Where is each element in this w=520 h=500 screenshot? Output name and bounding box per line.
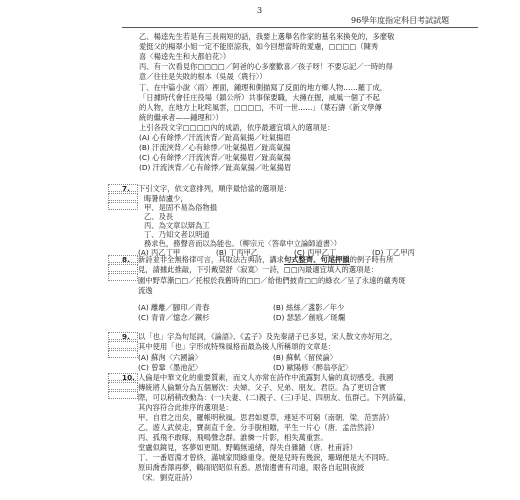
- q9-option: (C) 曾鞏〈墨池記〉: [138, 363, 203, 372]
- q7-passage-line: 乙、及長: [144, 212, 174, 221]
- question-7-stem: 下引文字，依文意排列，順序最恰當的選項是：: [138, 184, 292, 193]
- question-10-number: 10.: [122, 373, 135, 382]
- question-9-line2: 其中使用「也」字形成特殊風格而最為後人所稱頌的文章是：: [138, 342, 336, 351]
- q8-option: (C) 青青／憶念／鐵杉: [138, 313, 210, 322]
- question-6-continued: [139, 32, 479, 182]
- question-8-stem-end: 的例子時有所: [349, 255, 394, 264]
- q10-line: 堂盧似鏡見，客夢如更閒。野鶴無遠緒，得失自雜隨（唐．杜甫詩）: [138, 443, 357, 452]
- question-10: [122, 373, 482, 493]
- q6-line: 丙、有一次看見你□□□□／阿爸的心多麼歡喜／孩子呀！不要忘記／一時的得: [139, 62, 393, 72]
- q6-line: 喜〈楊逵先生和大都伯花〉）: [139, 52, 231, 62]
- q7-passage-line: 丙、為文章以辯為工: [144, 221, 210, 230]
- q10-line: 傳統將人倫類分為五個層次：夫婦、父子、兄弟、朋友、君臣。為了更切合實: [138, 383, 387, 392]
- q10-line: 乙、遊人武侯走，寶刹直千金。分手脫相贈，平生一片心（唐．孟浩然詩）: [138, 423, 379, 432]
- q7-option: (B) 丁丙甲乙: [216, 248, 259, 257]
- q6-line: 「日據時代會任庄役場（鎮公所）共事保要職，大擁在握，威風一個了不起: [139, 92, 380, 102]
- q9-option: (B) 蘇軾〈留侯論〉: [273, 353, 338, 362]
- question-9-stem: 以「也」字為句尾詞，《論語》、《孟子》及先秦諸子已多見，宋人散文亦好用之，: [138, 332, 398, 341]
- q8-option: (D) 瑟瑟／創痕／斑爛: [273, 313, 346, 322]
- q7-option: (A) 丙乙丁甲: [138, 248, 181, 257]
- q7-passage-line: 務求色，務聲音而以為能也。（柳宗元〈答韋中立論師道書〉）: [144, 239, 342, 248]
- q7-option: (C) 丙甲乙丁: [294, 248, 337, 257]
- question-8: [122, 255, 482, 330]
- question-8-line2: 見，請據此推敲，下引戴望舒〈寂寞〉一詩，□□內最適宜填入的選項是：: [138, 265, 378, 274]
- q10-line: 丁、一番眉淵才曾終，滿城家問綠重身。便是兒時有幾淚，珊瑚便是大不同時。: [138, 453, 394, 462]
- q7-passage-line: 晦暑結盧少，: [144, 194, 188, 203]
- q6-line: (D) 汗流浹背／心有餘悸／趾高氣揚／吐氣揚眉: [139, 163, 292, 173]
- q9-option: (D) 歐陽修〈醉翁亭記〉: [273, 363, 353, 372]
- q10-line: 原田喬香澤再夢，鶴雨昭昭似有悉。恩情遺書有司遠，眼各自起則夜綬: [138, 463, 365, 472]
- q6-line: 上引各段文字□□□□內的成語，依序最適宜填入的選項是：: [139, 122, 335, 132]
- q7-passage-line: 甲、是固不易為俗物損: [144, 203, 217, 212]
- question-8-number: 8.: [122, 255, 130, 264]
- question-7: [122, 184, 482, 257]
- q8-poem-line: 園中野草漸□□／托根於我舊時的□□／給他們披青□□的綠衣／呈了永遠的蘊秀斑: [138, 276, 406, 285]
- question-9-number: 9.: [122, 332, 130, 341]
- question-8-stem-underline: 句式整齊、句尾押韻: [283, 255, 350, 264]
- q10-line: 甲、自君之出矣，羅帳明秋風。思君如夏草，連延不可窮（南朝．梁．范雲詩）: [138, 413, 394, 422]
- q6-line: (C) 心有餘悸／汗流浹背／吐氣揚眉／趾高氣揚: [139, 153, 291, 163]
- q6-line: 乙、楊逵先生若是有三長兩短的話，我要上選舉名作家的墓名來換免的，多麼敬: [139, 32, 395, 41]
- q10-line: （宋．劉克莊詩）: [138, 473, 197, 482]
- q6-line: (A) 心有餘悸／汗流浹背／趾高氣揚／吐氣揚眉: [139, 133, 291, 142]
- q10-line: 丙、孤飛不敢啄，飛鳴聲念群。誰憐一片影，相失萬重雲。: [138, 433, 328, 442]
- q10-line: 人倫是中華文化的重要質素，而文人亦常在詩作中流露對人倫的真切感受。我國: [138, 373, 394, 382]
- q7-passage-line: 丁、乃知文者以明道: [144, 230, 210, 239]
- q6-line: 意／往往是失敗的根本（吳晟〈農行〉）: [139, 72, 267, 82]
- q8-option: (A) 離離／腳印／青春: [138, 303, 210, 312]
- q7-option: (D) 丁乙甲丙: [372, 248, 415, 257]
- q6-line: 統的繼承者——鍾理和〉）: [139, 112, 223, 122]
- question-9: [122, 332, 482, 372]
- q6-line: 的人物，在地方上叱咤風雲，□□□□，不可一世……」（葉石濤〈新文學傳: [139, 102, 382, 112]
- q6-line: 丁、在中篇小說〈雨〉裡面，鍾理和側描寫了反面的地方鄉人物……羅丁成，: [139, 82, 388, 92]
- q8-option: (B) 絲絲／盞影／年少: [273, 303, 345, 312]
- q9-option: (A) 蘇洵〈六國論〉: [138, 353, 203, 362]
- q6-line: 愛挺父的楊翠小姐一定不能原諒我，如今回想當時的愛慮，□□□□（陳秀: [139, 42, 379, 52]
- header-rule: [122, 27, 478, 28]
- exam-title: 96學年度指定科目考試試題: [351, 16, 450, 25]
- q8-poem-line: 流逸: [138, 285, 153, 295]
- question-7-number: 7.: [122, 184, 130, 193]
- question-8-stem-start: 新詩並非全無格律可言，其取法古典詩，講求: [138, 255, 284, 264]
- q10-line: 際，可以稍稍改動為：(一)夫妻、(二)親子、(三)手足、四朋友、伍群己。下列詩篇，: [138, 393, 411, 402]
- q6-line: (B) 汗流浹背／心有餘悸／吐氣揚眉／趾高氣揚: [139, 143, 291, 153]
- q10-line: 其內容符合此排序的選項是：: [138, 403, 233, 412]
